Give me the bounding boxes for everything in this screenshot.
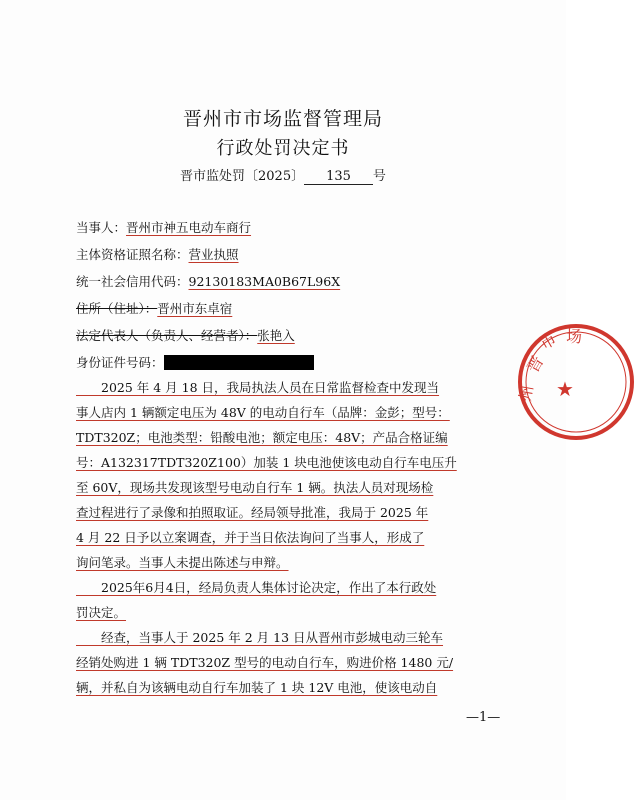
credit-code-label: 统一社会信用代码： xyxy=(76,274,189,289)
representative-label: 法定代表人（负责人、经营者）： xyxy=(76,328,258,343)
id-row xyxy=(76,353,314,371)
page-number: —1— xyxy=(466,710,501,725)
body-line: 经查，当事人于 2025 年 2 月 13 日从晋州市彭城电动三轮车 xyxy=(76,630,444,645)
cert-value: 营业执照 xyxy=(188,247,239,262)
body-line: 经销处购进 1 辆 TDT320Z 型号的电动自行车，购进价格 1480 元/ xyxy=(76,655,454,670)
issuer-title: 晋州市市场监督管理局 xyxy=(182,108,383,130)
id-label: 身份证件号码： xyxy=(76,355,164,370)
svg-text:场: 场 xyxy=(566,327,583,346)
body-line: 询问笔录。当事人未提出陈述与申辩。 xyxy=(76,555,289,570)
address-label: 住所（住址）： xyxy=(76,301,158,316)
body-line: 查过程进行了录像和拍照取证。经局领导批准，我局于 2025 年 xyxy=(76,505,429,520)
credit-code-row xyxy=(76,272,340,290)
redaction-block xyxy=(164,355,314,370)
party-name-value: 晋州市神五电动车商行 xyxy=(126,220,252,235)
document-title: 行政处罚决定书 xyxy=(216,138,350,159)
cert-label: 主体资格证照名称： xyxy=(76,247,189,262)
svg-text:★: ★ xyxy=(556,377,574,401)
party-name-row xyxy=(76,218,251,236)
body-line: 辆，并私自为该辆电动自行车加装了 1 块 12V 电池，使该电动自 xyxy=(76,680,438,695)
body-line: 2025 年 4 月 18 日，我局执法人员在日常监督检查中发现当 xyxy=(76,380,440,395)
docno-prefix: 晋市监处罚〔2025〕 xyxy=(180,169,305,184)
body-line: 号：A132317TDT320Z100）加装 1 块电池使该电动自行车电压升 xyxy=(76,455,457,470)
address-value: 晋州市东卓宿 xyxy=(157,301,233,316)
body-line: 至 60V，现场共发现该型号电动自行车 1 辆。执法人员对现场检 xyxy=(76,480,434,495)
body-line: 2025年6月4日，经局负责人集体讨论决定，作出了本行政处 xyxy=(76,580,437,595)
svg-text:市: 市 xyxy=(536,329,560,354)
svg-text:晋: 晋 xyxy=(523,352,548,376)
representative-value: 张艳入 xyxy=(257,328,295,343)
representative-row xyxy=(76,326,295,344)
credit-code-value: 92130183MA0B67L96X xyxy=(188,274,341,289)
body-line: TDT320Z；电池类型：铅酸电池；额定电压：48V；产品合格证编 xyxy=(76,430,448,445)
official-seal xyxy=(516,322,636,442)
svg-text:州: 州 xyxy=(515,383,537,403)
cert-row xyxy=(76,245,239,263)
address-row xyxy=(76,299,232,317)
body-line: 事人店内 1 辆额定电压为 48V 的电动自行车（品牌：金彭；型号： xyxy=(76,405,450,420)
body-line: 4 月 22 日予以立案调查，并于当日依法询问了当事人，形成了 xyxy=(76,530,425,545)
body-line: 罚决定。 xyxy=(76,605,127,620)
document-number xyxy=(180,165,386,184)
party-name-label: 当事人： xyxy=(76,220,127,235)
docno-suffix: 号 xyxy=(372,169,386,184)
docno-number: 135 xyxy=(304,169,373,185)
